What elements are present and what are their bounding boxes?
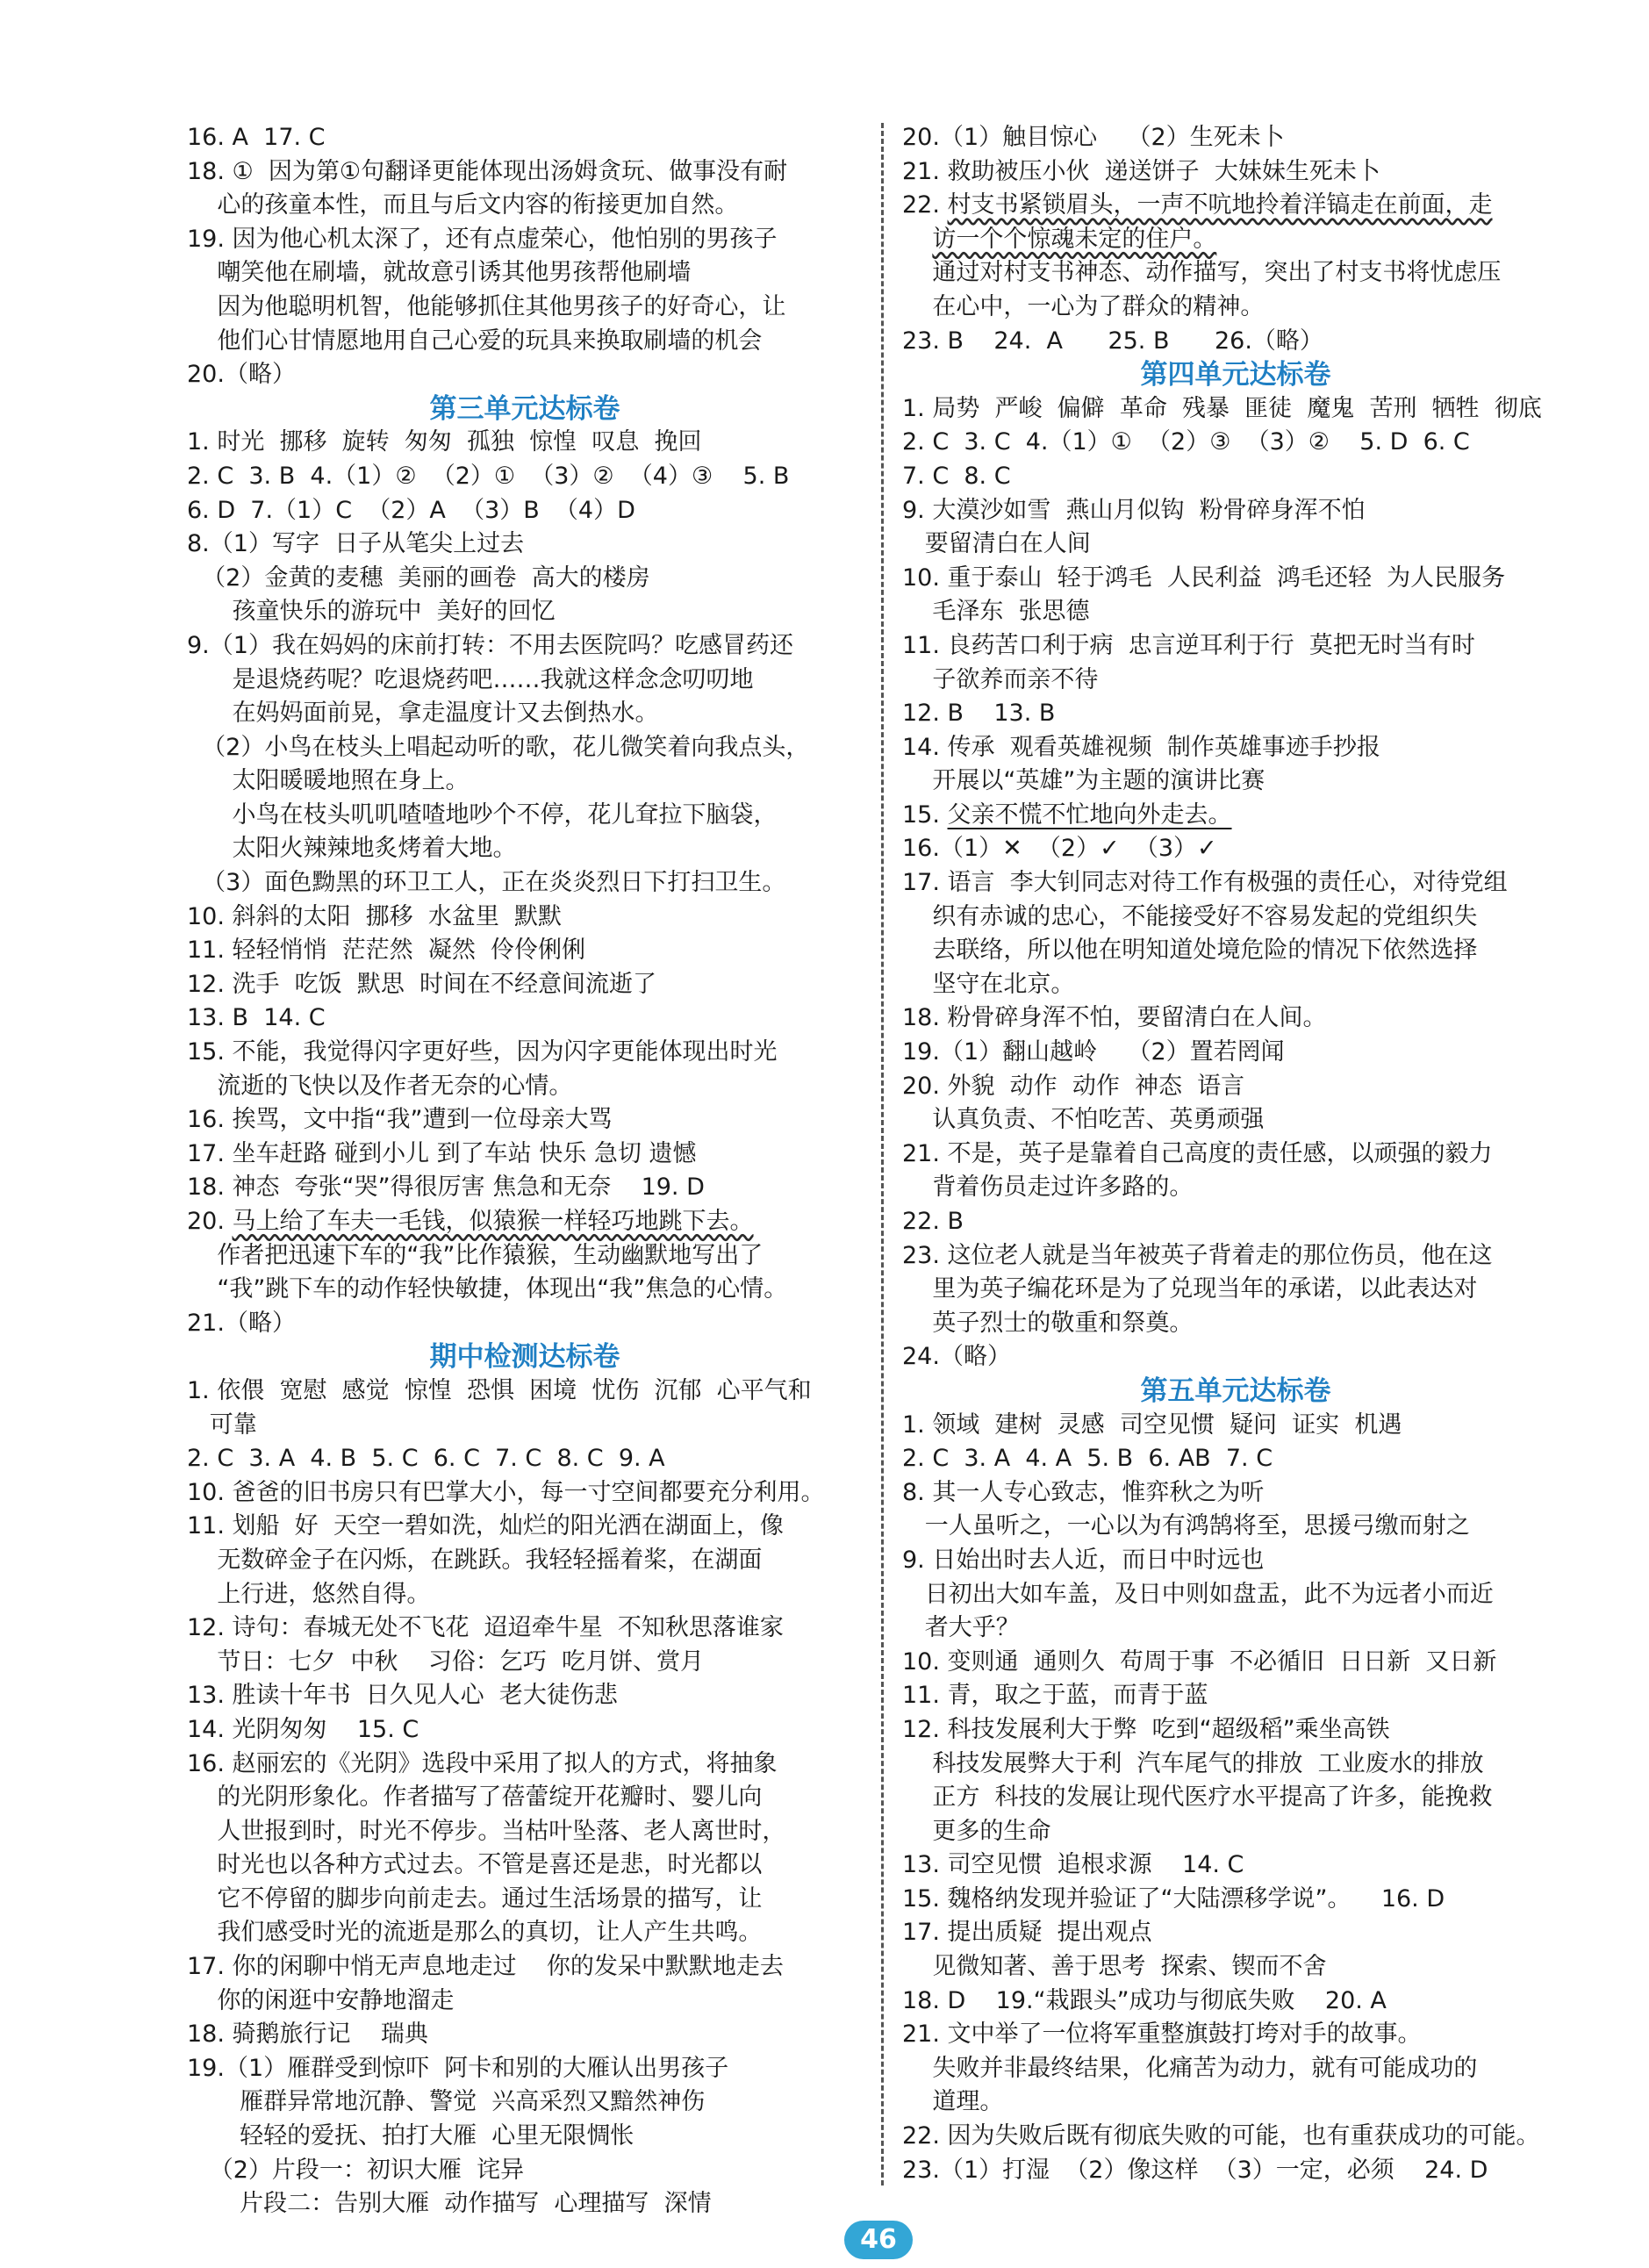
line-text: 21.（略） [187, 1309, 296, 1337]
line-text: 24.（略） [902, 1343, 1011, 1371]
line-text: 正方 科技的发展让现代医疗水平提高了许多，能挽救 [902, 1784, 1493, 1812]
left-column [187, 121, 863, 2221]
right-column [902, 121, 1569, 2187]
answer-line [187, 1171, 863, 1205]
answer-line [902, 968, 1569, 1002]
answer-line [187, 2052, 863, 2086]
answer-line [187, 291, 863, 325]
line-text: 里为英子编花环是为了兑现当年的承诺，以此表达对 [902, 1275, 1478, 1303]
answer-line [187, 2120, 863, 2154]
answer-line [187, 1815, 863, 1849]
line-text: 通过对村支书神态、动作描写，突出了村支书将忧虑压 [902, 259, 1502, 287]
answer-line [902, 1848, 1569, 1883]
answer-line [187, 697, 863, 731]
line-text: “我”跳下车的动作轻快敏捷，体现出“我”焦急的心情。 [187, 1275, 788, 1303]
line-text: 10. 爸爸的旧书房只有巴掌大小，每一寸空间都要充分利用。 [187, 1478, 825, 1506]
line-text: 1. 领域 建树 灵感 司空见惯 疑问 证实 机遇 [902, 1410, 1402, 1439]
answer-line [902, 528, 1569, 562]
line-text: 20. 外貌 动作 动作 神态 语言 [902, 1072, 1245, 1100]
answer-line [902, 1138, 1569, 1172]
line-text: 者大乎？ [902, 1614, 1020, 1642]
section-heading [902, 358, 1569, 392]
line-text: 认真负责、不怕吃苦、英勇顽强 [902, 1106, 1265, 1134]
line-text: 道理。 [902, 2088, 1004, 2116]
answer-line [187, 1036, 863, 1070]
answer-line [902, 2085, 1569, 2120]
line-text: 22. [902, 191, 948, 219]
answer-line [187, 595, 863, 629]
answer-line [902, 1103, 1569, 1138]
answer-line [902, 460, 1569, 494]
answer-line [187, 1611, 863, 1646]
line-text: （3）面色黝黑的环卫工人，正在炎炎烈日下打扫卫生。 [187, 869, 786, 897]
answer-line [902, 1916, 1569, 1950]
line-text: 背着伤员走过许多路的。 [902, 1173, 1194, 1202]
line-text: 6. D 7.（1）C （2）A （3）B （4）D [187, 496, 635, 524]
line-text: 16. 赵丽宏的《光阴》选段中采用了拟人的方式，将抽象 [187, 1749, 778, 1777]
section-heading [902, 1374, 1569, 1409]
answer-line [902, 697, 1569, 731]
line-text: 21. 不是，英子是靠着自己高度的责任感，以顽强的毅力 [902, 1139, 1493, 1167]
answer-line [187, 426, 863, 460]
line-text: 在心中，一心为了群众的精神。 [902, 292, 1265, 320]
answer-line [902, 189, 1569, 223]
answer-line [902, 2018, 1569, 2052]
line-text: 18. ① 因为第①句翻译更能体现出汤姆贪玩、做事没有耐 [187, 157, 788, 185]
answer-line [902, 2052, 1569, 2086]
answer-line [902, 1036, 1569, 1070]
line-text: 流逝的飞快以及作者无奈的心情。 [187, 1072, 573, 1100]
line-text: 12. 洗手 吃饭 默思 时间在不经意间流逝了 [187, 970, 657, 998]
answer-line [187, 528, 863, 562]
line-text: 一人虽听之，一心以为有鸿鹄将至，思援弓缴而射之 [902, 1512, 1470, 1540]
answer-line [902, 1001, 1569, 1036]
line-text: 期中检测达标卷 [429, 1341, 620, 1374]
line-text: 16.（1）✕ （2）✓ （3）✓ [902, 835, 1217, 863]
line-text: 9.（1）我在妈妈的床前打转：不用去医院吗？吃感冒药还 [187, 631, 793, 659]
answer-line [902, 1476, 1569, 1511]
line-text: 第四单元达标卷 [1140, 359, 1331, 391]
line-text: 19.（1）翻山越岭 （2）置若罔闻 [902, 1038, 1285, 1066]
line-text: 小鸟在枝头叽叽喳喳地吵个不停，花儿耷拉下脑袋， [187, 800, 778, 829]
line-text: 子欲养而亲不待 [902, 665, 1099, 693]
underlined-answer: 父亲不慌不忙地向外走去。 [947, 800, 1232, 829]
line-text: 在妈妈面前晃，拿走温度计又去倒热水。 [187, 700, 659, 728]
answer-line [187, 1103, 863, 1138]
answer-line [187, 1984, 863, 2019]
section-heading [187, 1340, 863, 1374]
answer-line [902, 832, 1569, 866]
line-text: 失败并非最终结果，化痛苦为动力，就有可能成功的 [902, 2054, 1478, 2082]
line-text: 10. 变则通 通则久 苟周于事 不必循旧 日日新 又日新 [902, 1647, 1497, 1676]
answer-line [902, 1205, 1569, 1239]
answer-line [187, 2187, 863, 2221]
answer-line [187, 460, 863, 494]
line-text: 11. 划船 好 天空一碧如洗，灿烂的阳光洒在湖面上，像 [187, 1512, 784, 1540]
answer-line [187, 1307, 863, 1341]
answer-line [187, 1138, 863, 1172]
answer-line [187, 629, 863, 664]
answer-line [902, 764, 1569, 799]
line-text: 15. [902, 800, 948, 829]
line-text: 7. C 8. C [902, 462, 1011, 490]
line-text: 20.（1）触目惊心 （2）生死未卜 [902, 124, 1285, 151]
answer-line [187, 2154, 863, 2188]
line-text: 8.（1）写字 日子从笔尖上过去 [187, 530, 525, 558]
line-text: 心的孩童本性，而且与后文内容的衔接更加自然。 [187, 191, 739, 219]
line-text: 因为他聪明机智，他能够抓住其他男孩子的好奇心，让 [187, 292, 786, 320]
line-text: 去联络，所以他在明知道处境危险的情况下依然选择 [902, 937, 1478, 965]
line-text: 的光阴形象化。作者描写了蓓蕾绽开花瓣时、婴儿向 [187, 1784, 763, 1812]
line-text: 2. C 3. C 4.（1）① （2）③ （3）② 5. D 6. C [902, 428, 1470, 456]
line-text: 要留清白在人间 [902, 530, 1091, 558]
answer-line [902, 629, 1569, 664]
line-text: 嘲笑他在刷墙，就故意引诱其他男孩帮他刷墙 [187, 259, 692, 287]
answer-line [187, 562, 863, 596]
answer-line [187, 358, 863, 392]
line-text: 2. C 3. A 4. A 5. B 6. AB 7. C [902, 1445, 1273, 1473]
answer-line [902, 1679, 1569, 1713]
line-text: 16. 挨骂，文中指“我”遭到一位母亲大骂 [187, 1106, 613, 1134]
answer-line [902, 934, 1569, 968]
answer-line [187, 901, 863, 935]
answer-line [902, 2120, 1569, 2154]
answer-line [902, 1646, 1569, 1680]
answer-line [902, 1340, 1569, 1374]
answer-line [902, 2154, 1569, 2188]
answer-line [902, 223, 1569, 257]
answer-line [902, 866, 1569, 901]
line-text: 18. 骑鹅旅行记 瑞典 [187, 2020, 428, 2049]
answer-line [187, 1848, 863, 1883]
line-text: 12. 诗句：春城无处不飞花 迢迢牵牛星 不知秋思落谁家 [187, 1614, 784, 1642]
line-text: 1. 依偎 宽慰 感觉 惊惶 恐惧 困境 忧伤 沉郁 心平气和 [187, 1376, 812, 1404]
line-text: （2）片段一：初识大雁 诧异 [187, 2156, 525, 2184]
line-text: 22. 因为失败后既有彻底失败的可能，也有重获成功的可能。 [902, 2122, 1540, 2150]
answer-line [902, 901, 1569, 935]
answer-line [187, 832, 863, 866]
line-text: 他们心甘情愿地用自己心爱的玩具来换取刷墙的机会 [187, 327, 763, 355]
answer-line [902, 494, 1569, 528]
answer-line [902, 1544, 1569, 1578]
line-text: 17. 坐车赶路 碰到小儿 到了车站 快乐 急切 遗憾 [187, 1139, 697, 1167]
answer-line [902, 392, 1569, 427]
line-text: 20.（略） [187, 361, 296, 389]
answer-line [187, 1646, 863, 1680]
answer-line [902, 1510, 1569, 1544]
answer-line [187, 1748, 863, 1782]
answer-line [902, 1409, 1569, 1443]
answer-line [187, 1950, 863, 1984]
line-text: 13. B 14. C [187, 1004, 326, 1032]
line-text: 毛泽东 张思德 [902, 598, 1090, 626]
answer-line [187, 1544, 863, 1578]
line-text: 太阳暖暖地照在身上。 [187, 767, 470, 795]
answer-line [902, 291, 1569, 325]
line-text: 上行进，悠然自得。 [187, 1580, 431, 1608]
answer-line [187, 731, 863, 765]
answer-line [187, 1679, 863, 1713]
line-text: 可靠 [187, 1410, 257, 1439]
line-text: 坚守在北京。 [902, 970, 1075, 998]
line-text: 1. 时光 挪移 旋转 匆匆 孤独 惊惶 叹息 挽回 [187, 428, 702, 456]
answer-line [187, 1442, 863, 1476]
answer-line [902, 1611, 1569, 1646]
answer-line [187, 256, 863, 291]
line-text: 15. 魏格纳发现并验证了“大陆漂移学说”。 16. D [902, 1884, 1445, 1913]
answer-line [902, 1578, 1569, 1612]
line-text: 9. 大漠沙如雪 燕山月似钩 粉骨碎身浑不怕 [902, 496, 1366, 524]
answer-line [187, 1273, 863, 1307]
underlined-answer: 马上给了车夫一毛钱，似猿猴一样轻巧地跳下去。 [232, 1208, 754, 1235]
line-text: 19. 因为他心机太深了，还有点虚荣心，他怕别的男孩子 [187, 225, 778, 253]
line-text [902, 226, 932, 253]
line-text: 孩童快乐的游玩中 美好的回忆 [187, 598, 556, 626]
answer-line [187, 799, 863, 833]
line-text: 11. 良药苦口利于病 忠言逆耳利于行 莫把无时当有时 [902, 631, 1475, 659]
answer-line [902, 121, 1569, 155]
line-text: 2. C 3. B 4.（1）② （2）① （3）② （4）③ 5. B [187, 462, 790, 490]
line-text: 我们感受时光的流逝是那么的真切，让人产生共鸣。 [187, 1919, 763, 1947]
line-text: 20. [187, 1208, 233, 1235]
line-text: 18. D 19.“栽跟头”成功与彻底失败 20. A [902, 1986, 1387, 2014]
underlined-answer: 访一个个惊魂未定的住户。 [932, 225, 1217, 253]
line-text: 1. 局势 严峻 偏僻 革命 残暴 匪徒 魔鬼 苦刑 牺牲 彻底 [902, 394, 1542, 422]
answer-line [187, 155, 863, 190]
line-text: 9. 日始出时去人近，而日中时远也 [902, 1546, 1265, 1574]
line-text: 织有赤诚的忠心，不能接受好不容易发起的党组织失 [902, 902, 1478, 930]
answer-line [187, 764, 863, 799]
answer-line [187, 866, 863, 901]
answer-line [902, 1748, 1569, 1782]
answer-line [902, 155, 1569, 190]
line-text: 太阳火辣辣地炙烤着大地。 [187, 835, 517, 863]
answer-line [187, 664, 863, 698]
line-text: 21. 救助被压小伙 递送饼子 大妹妹生死未卜 [902, 157, 1380, 185]
line-text: 11. 青，取之于蓝，而青于蓝 [902, 1682, 1208, 1710]
line-text: 18. 神态 夸张“哭”得很厉害 焦急和无奈 19. D [187, 1173, 705, 1202]
answer-line [902, 595, 1569, 629]
answer-line [187, 1205, 863, 1239]
answer-line [902, 1781, 1569, 1815]
line-text: 13. 司空见惯 追根求源 14. C [902, 1851, 1244, 1879]
answer-line [187, 1070, 863, 1104]
line-text: 23. 这位老人就是当年被英子背着走的那位伤员，他在这 [902, 1241, 1493, 1269]
line-text: 2. C 3. A 4. B 5. C 6. C 7. C 8. C 9. A [187, 1445, 665, 1473]
answer-line [187, 1916, 863, 1950]
answer-line [187, 934, 863, 968]
line-text: 17. 语言 李大钊同志对待工作有极强的责任心，对待党组 [902, 869, 1508, 897]
answer-line [187, 1578, 863, 1612]
answer-line [187, 121, 863, 155]
answer-line [902, 1307, 1569, 1341]
answer-line [902, 1273, 1569, 1307]
answer-line [902, 1239, 1569, 1274]
line-text: 14. 传承 观看英雄视频 制作英雄事迹手抄报 [902, 733, 1380, 761]
answer-line [902, 1070, 1569, 1104]
section-heading [187, 392, 863, 427]
answer-line [187, 223, 863, 257]
line-text: （2）金黄的麦穗 美丽的画卷 高大的楼房 [187, 563, 650, 592]
line-text: 17. 你的闲聊中悄无声息地走过 你的发呆中默默地走去 [187, 1953, 784, 1981]
line-text: 19.（1）雁群受到惊吓 阿卡和别的大雁认出男孩子 [187, 2054, 729, 2082]
answer-line [187, 1001, 863, 1036]
answer-line [187, 325, 863, 359]
answer-line [187, 1374, 863, 1409]
answer-line [902, 1815, 1569, 1849]
answer-line [187, 2018, 863, 2052]
line-text: 英子烈士的敬重和祭奠。 [902, 1309, 1194, 1337]
line-text: 作者把迅速下车的“我”比作猿猴，生动幽默地写出了 [187, 1241, 764, 1269]
answer-line [902, 325, 1569, 359]
line-text: 雁群异常地沉静、警觉 兴高采烈又黯然神伤 [187, 2088, 706, 2116]
answer-line [902, 1950, 1569, 1984]
line-text: 14. 光阴匆匆 15. C [187, 1715, 419, 1743]
answer-line [187, 189, 863, 223]
line-text: 17. 提出质疑 提出观点 [902, 1919, 1152, 1947]
line-text: （2）小鸟在枝头上唱起动听的歌，花儿微笑着向我点头， [187, 733, 810, 761]
answer-line [902, 1984, 1569, 2019]
answer-line [187, 1239, 863, 1274]
line-text: 16. A 17. C [187, 124, 326, 151]
answer-line [902, 731, 1569, 765]
line-text: 是退烧药呢？吃退烧药吧……我就这样念念叨叨地 [187, 665, 754, 693]
line-text: 人世报到时，时光不停步。当枯叶坠落、老人离世时， [187, 1817, 786, 1845]
line-text: 无数碎金子在闪烁，在跳跃。我轻轻摇着桨，在湖面 [187, 1546, 763, 1574]
answer-line [902, 664, 1569, 698]
answer-line [902, 1713, 1569, 1748]
column-divider [881, 123, 884, 2185]
line-text: 10. 重于泰山 轻于鸿毛 人民利益 鸿毛还轻 为人民服务 [902, 563, 1506, 592]
answer-line [187, 1883, 863, 1917]
line-text: 时光也以各种方式过去。不管是喜还是悲，时光都以 [187, 1851, 763, 1879]
answer-line [187, 2085, 863, 2120]
answer-line [902, 426, 1569, 460]
underlined-answer: 村支书紧锁眉头，一声不吭地拎着洋镐走在前面，走 [947, 191, 1493, 219]
answer-line [902, 799, 1569, 833]
line-text: 日初出大如车盖，及日中则如盘盂，此不为远者小而近 [902, 1580, 1494, 1608]
answer-line [187, 1713, 863, 1748]
answer-line [187, 1409, 863, 1443]
line-text: 第五单元达标卷 [1140, 1374, 1331, 1407]
line-text: 15. 不能，我觉得闪字更好些，因为闪字更能体现出时光 [187, 1038, 778, 1066]
answer-line [187, 494, 863, 528]
line-text: 18. 粉骨碎身浑不怕，要留清白在人间。 [902, 1004, 1327, 1032]
line-text: 它不停留的脚步向前走去。通过生活场景的描写，让 [187, 1884, 763, 1913]
line-text: 节日：七夕 中秋 习俗：乞巧 吃月饼、赏月 [187, 1647, 704, 1676]
line-text: 22. B [902, 1208, 964, 1235]
line-text: 12. B 13. B [902, 700, 1056, 728]
line-text: 10. 斜斜的太阳 挪移 水盆里 默默 [187, 902, 563, 930]
answer-line [902, 1171, 1569, 1205]
line-text: 12. 科技发展利大于弊 吃到“超级稻”乘坐高铁 [902, 1715, 1390, 1743]
line-text: 见微知著、善于思考 探索、锲而不舍 [902, 1953, 1327, 1981]
line-text: 轻轻的爱抚、拍打大雁 心里无限惆怅 [187, 2122, 635, 2150]
answer-line [187, 1476, 863, 1511]
line-text: 13. 胜读十年书 日久见人心 老大徒伤悲 [187, 1682, 618, 1710]
line-text: 第三单元达标卷 [429, 392, 620, 425]
line-text: 21. 文中举了一位将军重整旗鼓打垮对手的故事。 [902, 2020, 1422, 2049]
answer-line [187, 1510, 863, 1544]
line-text: 23. B 24. A 25. B 26.（略） [902, 327, 1323, 355]
answer-line [902, 256, 1569, 291]
answer-line [187, 1781, 863, 1815]
line-text: 科技发展弊大于利 汽车尾气的排放 工业废水的排放 [902, 1749, 1484, 1777]
answer-line [902, 1883, 1569, 1917]
page-number-badge: 46 [844, 2221, 913, 2259]
line-text: 更多的生命 [902, 1817, 1051, 1845]
line-text: 片段二：告别大雁 动作描写 心理描写 深情 [187, 2190, 712, 2218]
answer-line [902, 562, 1569, 596]
answer-line [902, 1442, 1569, 1476]
answer-line [187, 968, 863, 1002]
line-text: 8. 其一人专心致志，惟弈秋之为听 [902, 1478, 1265, 1506]
line-text: 开展以“英雄”为主题的演讲比赛 [902, 767, 1265, 795]
line-text: 你的闲逛中安静地溜走 [187, 1986, 455, 2014]
line-text: 23.（1）打湿 （2）像这样 （3）一定，必须 24. D [902, 2156, 1488, 2184]
line-text: 11. 轻轻悄悄 茫茫然 凝然 伶伶俐俐 [187, 937, 586, 965]
